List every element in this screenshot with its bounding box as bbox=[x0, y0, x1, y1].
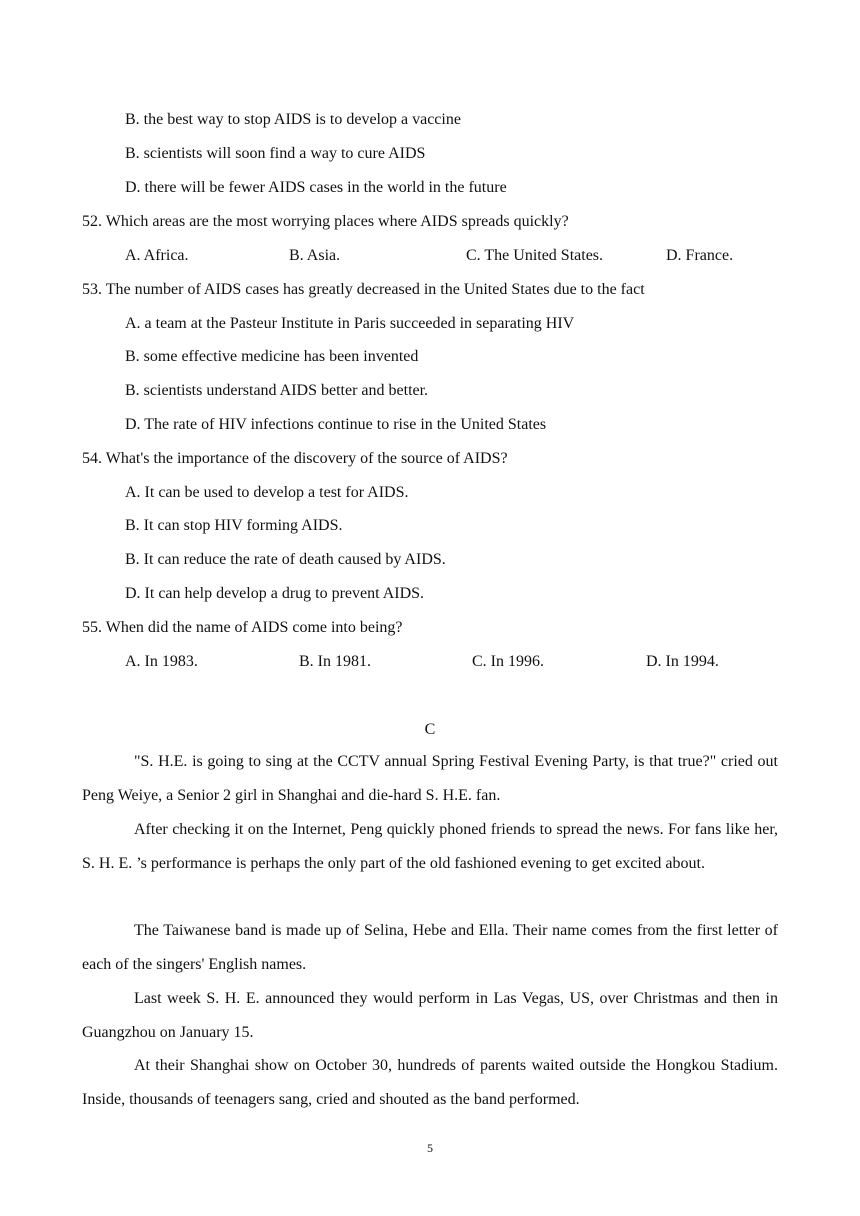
q54-question: 54. What's the importance of the discovery of the source of AIDS? bbox=[82, 450, 508, 467]
passage-paragraph: "S. H.E. is going to sing at the CCTV annual Spring Festival Evening Party, is that true?" cried out Peng Weiye, a Senior 2 girl in Shanghai and die-hard S. H.E. fan. bbox=[82, 753, 778, 804]
q53-option-d: D. The rate of HIV infections continue to rise in the United States bbox=[125, 416, 547, 433]
q53-option-b1: B. some effective medicine has been invented bbox=[125, 348, 419, 365]
q52-option-b: B. Asia. bbox=[289, 247, 341, 264]
passage-paragraph: Last week S. H. E. announced they would perform in Las Vegas, US, over Christmas and then in Guangzhou on January 15. bbox=[82, 990, 778, 1041]
q53-question: 53. The number of AIDS cases has greatly decreased in the United States due to the fact bbox=[82, 281, 645, 298]
q55-option-d: D. In 1994. bbox=[646, 653, 719, 670]
q55-option-c: C. In 1996. bbox=[472, 653, 544, 670]
q51-option-b1: B. the best way to stop AIDS is to develop a vaccine bbox=[125, 111, 461, 128]
q54-option-d: D. It can help develop a drug to prevent AIDS. bbox=[125, 585, 425, 602]
section-heading: C bbox=[424, 721, 436, 738]
q54-option-a: A. It can be used to develop a test for AIDS. bbox=[125, 484, 409, 501]
passage-paragraph: The Taiwanese band is made up of Selina, Hebe and Ella. Their name comes from the first letter of each of the singers' English names. bbox=[82, 922, 778, 973]
q53-option-a: A. a team at the Pasteur Institute in Paris succeeded in separating HIV bbox=[125, 315, 575, 332]
q54-option-b2: B. It can reduce the rate of death caused by AIDS. bbox=[125, 551, 446, 568]
page-number: 5 bbox=[427, 1141, 433, 1155]
q51-option-d: D. there will be fewer AIDS cases in the world in the future bbox=[125, 179, 507, 196]
q51-option-b2: B. scientists will soon find a way to cure AIDS bbox=[125, 145, 426, 162]
q52-question: 52. Which areas are the most worrying places where AIDS spreads quickly? bbox=[82, 213, 569, 230]
passage-paragraph: After checking it on the Internet, Peng quickly phoned friends to spread the news. For fans like her, S. H. E. ’s performance is perhaps the only part of the old fashioned evening to get excited about. bbox=[82, 821, 778, 872]
q55-option-b: B. In 1981. bbox=[299, 653, 371, 670]
q55-question: 55. When did the name of AIDS come into being? bbox=[82, 619, 403, 636]
q53-option-b2: B. scientists understand AIDS better and better. bbox=[125, 382, 429, 399]
q52-option-c: C. The United States. bbox=[466, 247, 604, 264]
q52-option-d: D. France. bbox=[666, 247, 734, 264]
q52-option-a: A. Africa. bbox=[125, 247, 189, 264]
passage-paragraph: At their Shanghai show on October 30, hundreds of parents waited outside the Hongkou Stadium. Inside, thousands of teenagers sang, cried and shouted as the band performed. bbox=[82, 1057, 778, 1108]
q55-option-a: A. In 1983. bbox=[125, 653, 198, 670]
q54-option-b1: B. It can stop HIV forming AIDS. bbox=[125, 517, 343, 534]
